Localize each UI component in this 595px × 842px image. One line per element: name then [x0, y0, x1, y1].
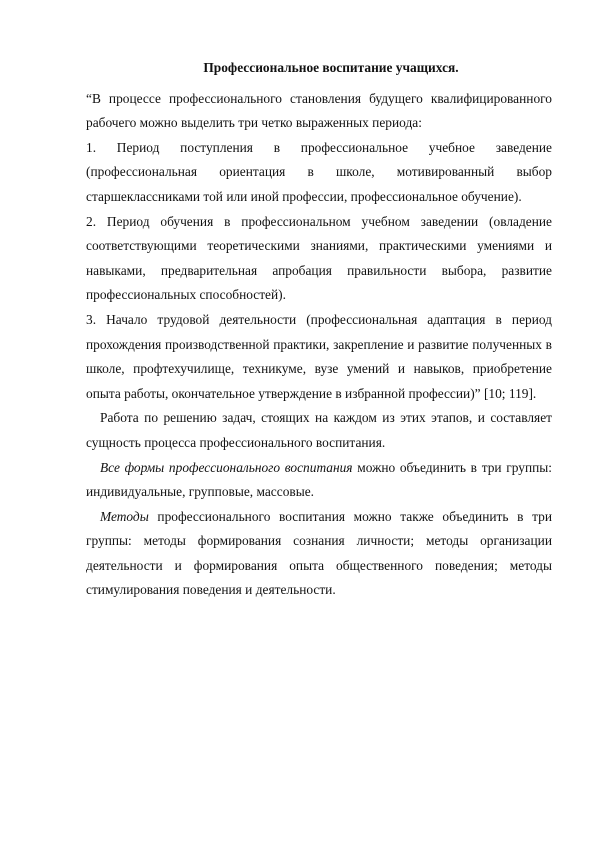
document-title: Профессиональное воспитание учащихся. [203, 60, 459, 75]
document-body [86, 56, 552, 603]
forms-rest: можно объединить в три группы: индивидуальные, групповые, массовые. [86, 459, 553, 500]
methods-paragraph [86, 505, 552, 603]
period-2-paragraph: 2. Период обучения в профессиональном учебном заведении (овладение соответствующими теоретическими знаниями, практическими умениями и навыками, предварительная апробация правильности выбора, развитие профессиональных способностей). [86, 213, 552, 303]
forms-paragraph [86, 456, 552, 505]
work-paragraph: Работа по решению задач, стоящих на каждом из этих этапов, и составляет сущность процесса профессионального воспитания. [86, 410, 552, 450]
methods-emphasis: Методы [100, 508, 149, 524]
methods-rest: профессионального воспитания можно также объединить в три группы: методы формирования сознания личности; методы организации деятельности и формирования опыта общественного поведения; методы стимулирования поведения и деятельности. [86, 508, 552, 598]
quote-intro-paragraph: “В процессе профессионального становления будущего квалифицированного рабочего можно выделить три четко выраженных периода: [86, 90, 552, 131]
period-3-paragraph: 3. Начало трудовой деятельности (профессиональная адаптация в период прохождения производственной практики, закрепление и развитие полученных в школе, профтехучилище, техникуме, вузе умений и навыков, приобретение опыта работы, окончательное утверждение в избранной профессии)” [10; 119]. [86, 311, 552, 401]
forms-emphasis: Все формы профессионального воспитания [100, 459, 353, 475]
period-1-paragraph: 1. Период поступления в профессиональное учебное заведение (профессиональная ориентация в школе, мотивированный выбор старшеклассниками той или иной профессии, профессиональное обучение). [86, 139, 552, 204]
